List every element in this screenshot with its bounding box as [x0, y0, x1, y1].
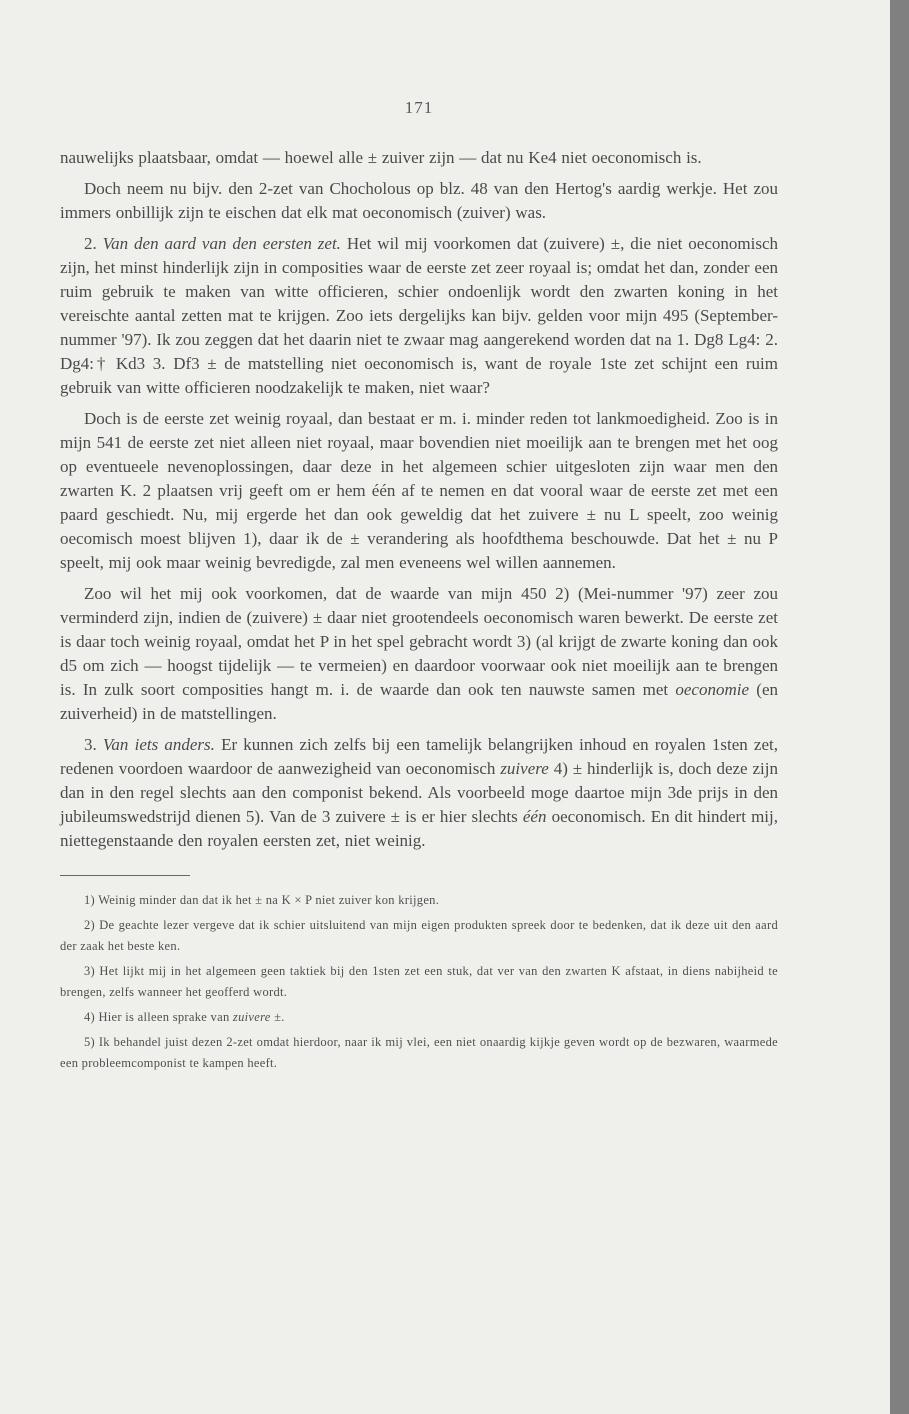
- paragraph: [60, 582, 778, 726]
- text-run: Zoo wil het mij ook voorkomen, dat de waarde van mijn 450 2) (Mei-nummer '97) zeer zou verminderd zijn, indien de (zuivere) ± daar niet grootendeels oeconomisch waren bewerkt. De eerste zet is daar toch weinig royaal, omdat het P in het spel gebracht wordt 3) (al krijgt de zwarte koning dan ook d5 om zich — hoogst tijdelijk — te vermeien) en daardoor voorwaar ook niet moeilijk aan te brengen is. In zulk soort composities hangt m. i. de waarde dan ook ten nauwste samen met: [60, 584, 778, 699]
- text-run: 3.: [84, 735, 103, 754]
- italic-text: oeconomie: [675, 680, 750, 699]
- text-run: 4) Hier is alleen sprake van: [84, 1010, 233, 1024]
- text-run: Doch is de eerste zet weinig royaal, dan bestaat er m. i. minder reden tot lankmoedigheid. Zoo is in mijn 541 de eerste zet niet alleen niet royaal, maar bovendien niet moeilijk aan te brengen met het oog op eventueele nevenoplossingen, daar deze in het algemeen schier uitgesloten zijn waar men den zwarten K. 2 plaatsen vrij geeft om er hem één af te nemen en dat vooral waar de eerste zet met een paard geschiedt. Nu, mij ergerde het dan ook geweldig dat het zuivere ± nu L speelt, zoo weinig oecomisch moest blijven 1), daar ik de ± verandering als hoofdthema beschouwde. Dat het ± nu P speelt, mij ook maar weinig bevredigde, zal men eveneens wel willen aannemen.: [60, 409, 778, 572]
- text-run: 1) Weinig minder dan dat ik het ± na K × P niet zuiver kon krijgen.: [84, 893, 440, 907]
- footnotes: [60, 890, 778, 1074]
- text-run: Het wil mij voorkomen dat (zuivere) ±, die niet oeconomisch zijn, het minst hinderlijk zijn in composities waar de eerste zet zeer royaal is; omdat het dan, zonder een ruim gebruik te maken van witte officieren, schier ondoenlijk wordt den zwarten koning in het vereischte aantal zetten mat te krijgen. Zoo iets dergelijks kan bijv. gelden voor mijn 495 (September-nummer '97). Ik zou zeggen dat het daarin niet te zwaar mag aangerekend worden dat na 1. Dg8 Lg4: 2. Dg4:† Kd3 3. Df3 ± de matstelling niet oeconomisch is, want de royale 1ste zet schijnt een ruim gebruik van witte officieren noodzakelijk te maken, niet waar?: [60, 234, 778, 397]
- footnote: [60, 1032, 778, 1074]
- italic-text: Van iets anders.: [102, 735, 215, 754]
- text-run: (en zuiverheid) in de matstellingen.: [60, 680, 778, 723]
- text-run: 4) ± hinderlijk is, doch deze zijn dan in den regel slechts aan den componist bekend. Als voorbeeld moge daartoe mijn 3de prijs in den jubileumswedstrijd dienen 5). Van de 3 zuivere ± is er hier slechts: [60, 759, 779, 826]
- italic-text: Van den aard van den eersten zet.: [102, 234, 341, 253]
- paragraph: [60, 232, 778, 400]
- italic-text: één: [522, 807, 547, 826]
- text-run: oeconomisch. En dit hindert mij, niettegenstaande den royalen eersten zet, niet weinig.: [60, 807, 778, 850]
- text-run: 5) Ik behandel juist dezen 2-zet omdat hierdoor, naar ik mij vlei, een niet onaardig kijkje geven wordt op de bezwaren, waarmede een probleemcomponist te kampen heeft.: [60, 1035, 778, 1070]
- footnote: [60, 915, 778, 957]
- footnote: [60, 890, 778, 911]
- paragraph: [60, 177, 778, 225]
- footnote: [60, 961, 778, 1003]
- text-run: 2) De geachte lezer vergeve dat ik schier uitsluitend van mijn eigen produkten spreek door te bedenken, dat ik deze uit den aard der zaak het beste ken.: [60, 918, 778, 953]
- footnote: [60, 1007, 778, 1028]
- text-run: ±.: [270, 1010, 285, 1024]
- text-run: Er kunnen zich zelfs bij een tamelijk belangrijken inhoud en royalen 1sten zet, redenen voordoen waardoor de aanwezigheid van oeconomisch: [60, 735, 779, 778]
- text-run: 3) Het lijkt mij in het algemeen geen taktiek bij den 1sten zet een stuk, dat ver van den zwarten K afstaat, in diens nabijheid te brengen, zelfs wanneer het geofferd wordt.: [60, 964, 778, 999]
- text-block: [60, 98, 778, 1078]
- body-text: [60, 146, 778, 853]
- page-number: 171: [404, 98, 434, 117]
- footnote-divider: [60, 875, 190, 876]
- text-run: nauwelijks plaatsbaar, omdat — hoewel alle ± zuiver zijn — dat nu Ke4 niet oeconomisch is.: [60, 148, 702, 167]
- italic-text: zuivere: [232, 1010, 271, 1024]
- paragraph: [60, 407, 778, 575]
- text-run: Doch neem nu bijv. den 2-zet van Chocholous op blz. 48 van den Hertog's aardig werkje. Het zou immers onbillijk zijn te eischen dat elk mat oeconomisch (zuiver) was.: [60, 179, 778, 222]
- text-run: 2.: [84, 234, 103, 253]
- italic-text: zuivere: [500, 759, 549, 778]
- paragraph: [60, 146, 778, 170]
- paragraph: [60, 733, 778, 853]
